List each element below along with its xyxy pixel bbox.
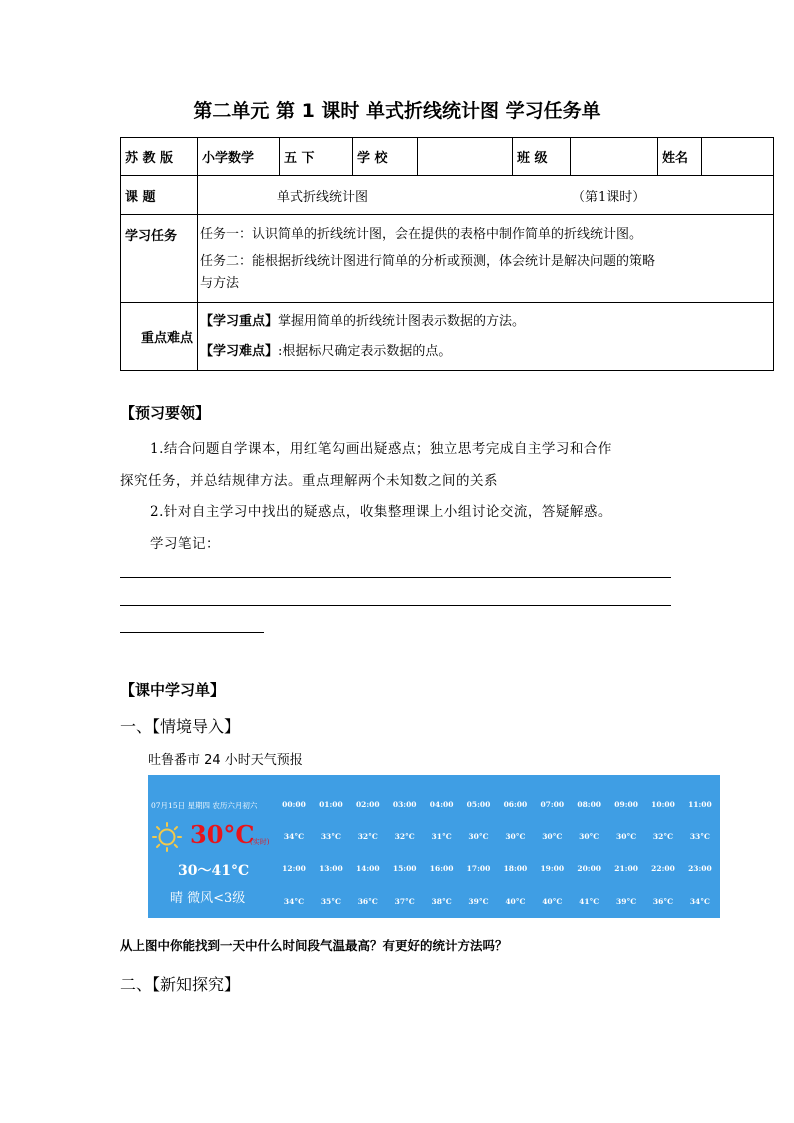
grade-cell: 五 下: [280, 138, 353, 176]
hour-temp: 33°C: [689, 832, 710, 841]
lesson-number: （第1课时）: [572, 189, 646, 205]
hour-temp: 40°C: [505, 897, 526, 906]
hour-temp: 36°C: [357, 897, 378, 906]
hour-temp: 40°C: [542, 897, 563, 906]
notes-line-3[interactable]: [120, 632, 264, 633]
hour-temp: 39°C: [468, 897, 489, 906]
class-field[interactable]: [571, 138, 658, 176]
weather-date: 07月15日 星期四 农历六月初六: [151, 801, 258, 810]
key-cell: [198, 303, 774, 371]
notes-line-1[interactable]: [120, 577, 671, 578]
intro-question: 从上图中你能找到一天中什么时间段气温最高？有更好的统计方法吗？: [120, 938, 508, 953]
hour-label: 08:00: [577, 800, 602, 809]
hour-label: 11:00: [688, 800, 712, 809]
temperature-range: 30～41°C: [178, 863, 250, 879]
school-field[interactable]: [418, 138, 513, 176]
subject-cell: 小学数学: [198, 138, 280, 176]
hour-temp: 37°C: [394, 897, 415, 906]
hour-label: 03:00: [392, 800, 417, 809]
hour-label: 07:00: [540, 800, 565, 809]
tasks-label: 学习任务: [121, 215, 198, 303]
hour-label: 10:00: [651, 800, 675, 809]
hour-label: 05:00: [466, 800, 491, 809]
hour-label: 02:00: [355, 800, 380, 809]
hour-temp: 34°C: [689, 897, 710, 906]
hour-temp: 30°C: [579, 832, 600, 841]
hour-temp: 33°C: [320, 832, 341, 841]
notes-line-2[interactable]: [120, 605, 671, 606]
hour-temp: 32°C: [357, 832, 378, 841]
hour-temp: 38°C: [431, 897, 452, 906]
key-point-tag: 【学习重点】: [200, 313, 279, 329]
notes-label: 学习笔记：: [150, 536, 220, 552]
hour-label: 19:00: [540, 864, 565, 873]
hour-temp: 41°C: [579, 897, 600, 906]
topic-value-cell: [198, 176, 774, 215]
name-field[interactable]: [702, 138, 774, 176]
part2-heading: 二、【新知探究】: [120, 975, 241, 994]
current-temperature: 30°C: [190, 820, 255, 849]
part1-heading: 一、【情境导入】: [120, 717, 241, 736]
hour-temp: 34°C: [283, 832, 305, 841]
key-point-text: 掌握用简单的折线统计图表示数据的方法。: [278, 313, 526, 329]
hour-temp: 30°C: [616, 832, 637, 841]
hour-label: 15:00: [392, 864, 417, 873]
task-2-cont: 与方法: [200, 276, 240, 291]
hour-temp: 31°C: [431, 832, 452, 841]
hour-label: 18:00: [503, 864, 528, 873]
info-table: [120, 137, 774, 371]
hour-label: 17:00: [466, 864, 491, 873]
hour-temp: 32°C: [652, 832, 674, 841]
hour-label: 04:00: [429, 800, 454, 809]
hour-label: 13:00: [319, 864, 343, 873]
class-label: 班 级: [513, 138, 571, 176]
hour-label: 09:00: [614, 800, 638, 809]
hour-temp: 34°C: [283, 897, 305, 906]
key-label: 重点难点: [121, 303, 198, 371]
hour-label: 21:00: [614, 864, 638, 873]
hour-label: 22:00: [651, 864, 675, 873]
hour-temp: 39°C: [616, 897, 637, 906]
task-2: 任务二：能根据折线统计图进行简单的分析或预测，体会统计是解决问题的策略: [200, 254, 656, 269]
page-title: 第二单元 第 1 课时 单式折线统计图 学习任务单: [193, 100, 601, 122]
lesson-heading: 【课中学习单】: [120, 681, 226, 699]
hour-temp: 36°C: [652, 897, 674, 906]
preview-heading: 【预习要领】: [120, 404, 211, 422]
hour-label: 20:00: [577, 864, 602, 873]
hour-label: 23:00: [688, 864, 712, 873]
preview-p2: 2.针对自主学习中找出的疑惑点，收集整理课上小组讨论交流，答疑解惑。: [150, 504, 612, 520]
difficulty-tag: 【学习难点】: [200, 343, 279, 359]
weather-forecast-panel: [148, 775, 720, 918]
hour-label: 12:00: [282, 864, 306, 873]
sun-icon: [152, 822, 182, 852]
realtime-tag: (实时): [250, 838, 270, 846]
tasks-cell: [198, 215, 774, 303]
hour-temp: 30°C: [542, 832, 563, 841]
publisher-cell: 苏 教 版: [121, 138, 198, 176]
hour-temp: 30°C: [505, 832, 526, 841]
school-label: 学 校: [353, 138, 418, 176]
difficulty-text: :根据标尺确定表示数据的点。: [278, 343, 452, 359]
weather-caption: 吐鲁番市 24 小时天气预报: [148, 753, 303, 768]
task-1: 任务一：认识简单的折线统计图，会在提供的表格中制作简单的折线统计图。: [200, 227, 643, 242]
hour-label: 00:00: [282, 800, 306, 809]
topic-label: 课 题: [121, 176, 198, 215]
hour-temp: 30°C: [468, 832, 489, 841]
preview-p1-line1: 1.结合问题自学课本，用红笔勾画出疑惑点；独立思考完成自主学习和合作: [150, 441, 612, 457]
preview-p1-line2: 探究任务，并总结规律方法。重点理解两个未知数之间的关系: [120, 473, 498, 489]
hour-temp: 35°C: [320, 897, 341, 906]
hour-label: 16:00: [429, 864, 454, 873]
hour-label: 14:00: [355, 864, 380, 873]
hour-label: 01:00: [319, 800, 343, 809]
topic-value: 单式折线统计图: [277, 189, 369, 205]
hour-label: 06:00: [503, 800, 528, 809]
weather-condition: 晴 微风<3级: [170, 891, 246, 906]
hour-temp: 32°C: [394, 832, 415, 841]
name-label: 姓名: [658, 138, 702, 176]
